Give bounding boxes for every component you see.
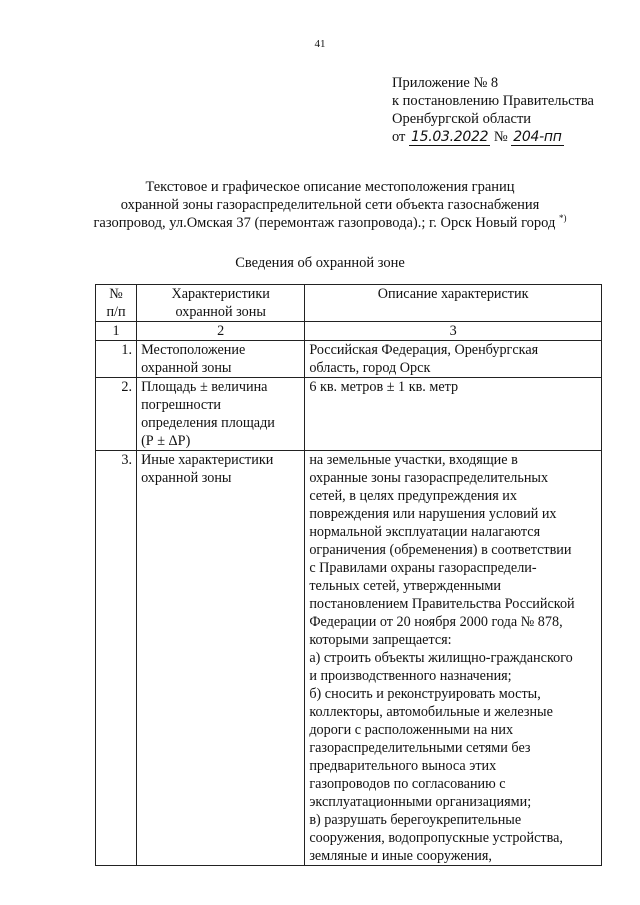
description-line: повреждения или нарушения условий их xyxy=(309,506,557,522)
description-line: эксплуатационными организациями; xyxy=(309,794,532,810)
row-description xyxy=(305,451,602,866)
description-line: постановлением Правительства Российской xyxy=(309,596,575,612)
header-char-line-2: охранной зоны xyxy=(175,304,266,320)
description-line: в) разрушать берегоукрепительные xyxy=(309,812,522,828)
row-characteristic xyxy=(137,341,305,378)
table-row xyxy=(96,451,602,866)
characteristic-line: охранной зоны xyxy=(141,360,232,376)
date-prefix: от xyxy=(392,129,406,145)
header-char-line-1: Характеристики xyxy=(171,286,270,302)
description-line: сетей, в целях предупреждения их xyxy=(309,488,517,504)
col-number-1: 1 xyxy=(96,322,137,341)
characteristic-line: погрешности xyxy=(141,397,222,413)
characteristic-line: Местоположение xyxy=(141,342,246,358)
characteristic-line: определения площади xyxy=(141,415,275,431)
row-number: 2. xyxy=(96,378,137,451)
row-description xyxy=(305,378,602,451)
row-number: 3. xyxy=(96,451,137,866)
description-line: коллекторы, автомобильные и железные xyxy=(309,704,553,720)
section-subtitle: Сведения об охранной зоне xyxy=(235,255,405,271)
header-num-line-2: п/п xyxy=(106,304,126,320)
page-number: 41 xyxy=(314,38,326,50)
row-number: 1. xyxy=(96,341,137,378)
row-characteristic xyxy=(137,451,305,866)
characteristic-line: Иные характеристики xyxy=(141,452,274,468)
number-prefix: № xyxy=(493,129,508,145)
header-description: Описание характеристик xyxy=(305,285,602,322)
appendix-line-2: к постановлению Правительства xyxy=(392,93,594,109)
description-line: и производственного назначения; xyxy=(309,668,512,684)
characteristic-line: (Р ± ΔР) xyxy=(141,433,191,449)
description-line: которыми запрещается: xyxy=(309,632,452,648)
title-line-2: охранной зоны газораспределительной сети объекта газоснабжения xyxy=(120,197,540,213)
col-number-3: 3 xyxy=(305,322,602,341)
table-body xyxy=(96,341,602,866)
zone-table xyxy=(95,284,602,866)
footnote-mark: *) xyxy=(559,213,567,223)
description-line: а) строить объекты жилищно-гражданского xyxy=(309,650,573,666)
column-number-row xyxy=(96,322,602,341)
header-characteristics xyxy=(137,285,305,322)
title-line-3-text: газопровод, ул.Омская 37 (перемонтаж газопровода).; г. Орск Новый город xyxy=(93,215,556,231)
description-line: Российская Федерация, Оренбургская xyxy=(309,342,539,358)
header-num-line-1: № xyxy=(109,286,123,302)
handwritten-date: 15.03.2022 xyxy=(411,129,489,145)
appendix-block xyxy=(392,74,594,146)
description-line: сооружения, водопропускные устройства, xyxy=(309,830,563,846)
description-line: область, город Орск xyxy=(309,360,431,376)
document-title xyxy=(60,178,600,232)
appendix-line-3: Оренбургской области xyxy=(392,111,532,127)
row-characteristic xyxy=(137,378,305,451)
table-row xyxy=(96,341,602,378)
appendix-date-line xyxy=(392,128,594,146)
description-line: Федерации от 20 ноября 2000 года № 878, xyxy=(309,614,563,630)
table-row xyxy=(96,378,602,451)
title-line-1: Текстовое и графическое описание местоположения границ xyxy=(145,179,515,195)
title-line-3 xyxy=(60,214,600,232)
description-line: дороги с расположенными на них xyxy=(309,722,514,738)
characteristic-line: Площадь ± величина xyxy=(141,379,268,395)
description-line: тельных сетей, утвержденными xyxy=(309,578,501,594)
table-header-row xyxy=(96,285,602,322)
description-line: газопроводов по согласованию с xyxy=(309,776,506,792)
description-line: газораспределительными сетями без xyxy=(309,740,531,756)
description-line: предварительного выноса этих xyxy=(309,758,497,774)
description-line: 6 кв. метров ± 1 кв. метр xyxy=(309,379,459,395)
appendix-line-1: Приложение № 8 xyxy=(392,75,499,91)
description-line: ограничения (обременения) в соответствии xyxy=(309,542,572,558)
description-line: на земельные участки, входящие в xyxy=(309,452,518,468)
description-line: охранные зоны газораспределительных xyxy=(309,470,549,486)
header-num xyxy=(96,285,137,322)
col-number-2: 2 xyxy=(137,322,305,341)
row-description xyxy=(305,341,602,378)
description-line: земляные и иные сооружения, xyxy=(309,848,492,864)
characteristic-line: охранной зоны xyxy=(141,470,232,486)
description-line: б) сносить и реконструировать мосты, xyxy=(309,686,541,702)
handwritten-number: 204-пп xyxy=(513,129,562,145)
description-line: с Правилами охраны газораспредели- xyxy=(309,560,537,576)
description-line: нормальной эксплуатации налагаются xyxy=(309,524,541,540)
